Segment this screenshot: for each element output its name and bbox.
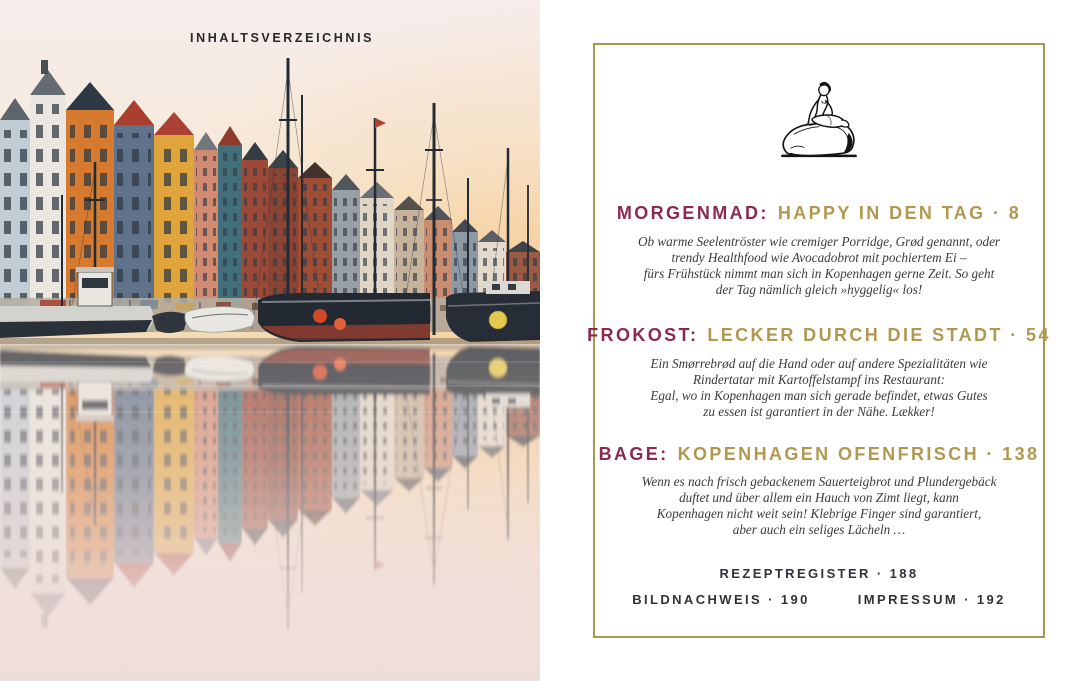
toc-description-morgenmad [638,234,1000,298]
little-mermaid-statue-icon [769,78,869,162]
toc-frame [587,43,1051,638]
desc-line: Egal, wo in Kopenhagen man sich gerade befindet, etwas Gutes [650,387,988,403]
chapter-title-page: HAPPY IN DEN TAG · 8 [777,203,1022,223]
toc-description-bage [642,474,997,538]
chapter-title-page: KOPENHAGEN OFENFRISCH · 138 [677,443,1040,464]
desc-line: aber auch ein seliges Lächeln … [732,522,906,538]
desc-line: Kopenhagen nicht weit sein! Klebrige Finger sind garantiert, [656,506,982,522]
recipe-register-entry: REZEPTREGISTER · 188 [719,566,919,582]
page-title: INHALTSVERZEICHNIS [190,31,375,45]
picture-credits-entry: BILDNACHWEIS · 190 [632,592,810,608]
desc-line: Ein Smørrebrød auf die Hand oder auf andere Spezialitäten wie [650,355,988,371]
desc-line: zu essen ist garantiert in der Nähe. Lækker! [703,403,935,419]
toc-entry-bage [599,445,1040,465]
desc-line: Wenn es nach frisch gebackenem Sauerteigbrot und Plundergebäck [641,474,997,490]
chapter-category: MORGENMAD: [616,203,769,223]
chapter-category: BAGE: [598,443,669,464]
imprint-entry: IMPRESSUM · 192 [857,592,1006,608]
desc-line: duftet und über allem ein Hauch von Zimt liegt, kann [679,490,959,506]
desc-line: der Tag nämlich gleich »hyggelig« los! [715,281,923,297]
toc-entry-morgenmad [617,204,1021,224]
toc-description-frokost [650,356,987,420]
desc-line: Rindertatar mit Kartoffelstampf ins Restaurant: [692,371,946,387]
desc-line: fürs Frühstück nimmt man sich in Kopenhagen gerne Zeit. So geht [643,265,995,281]
toc-entry-frokost [587,326,1051,346]
chapter-category: FROKOST: [587,324,699,345]
desc-line: trendy Healthfood wie Avocadobrot mit pochiertem Ei – [671,249,967,265]
desc-line: Ob warme Seelentröster wie cremiger Porridge, Grød genannt, oder [637,233,1001,249]
chapter-title-page: LECKER DURCH DIE STADT · 54 [707,324,1051,345]
